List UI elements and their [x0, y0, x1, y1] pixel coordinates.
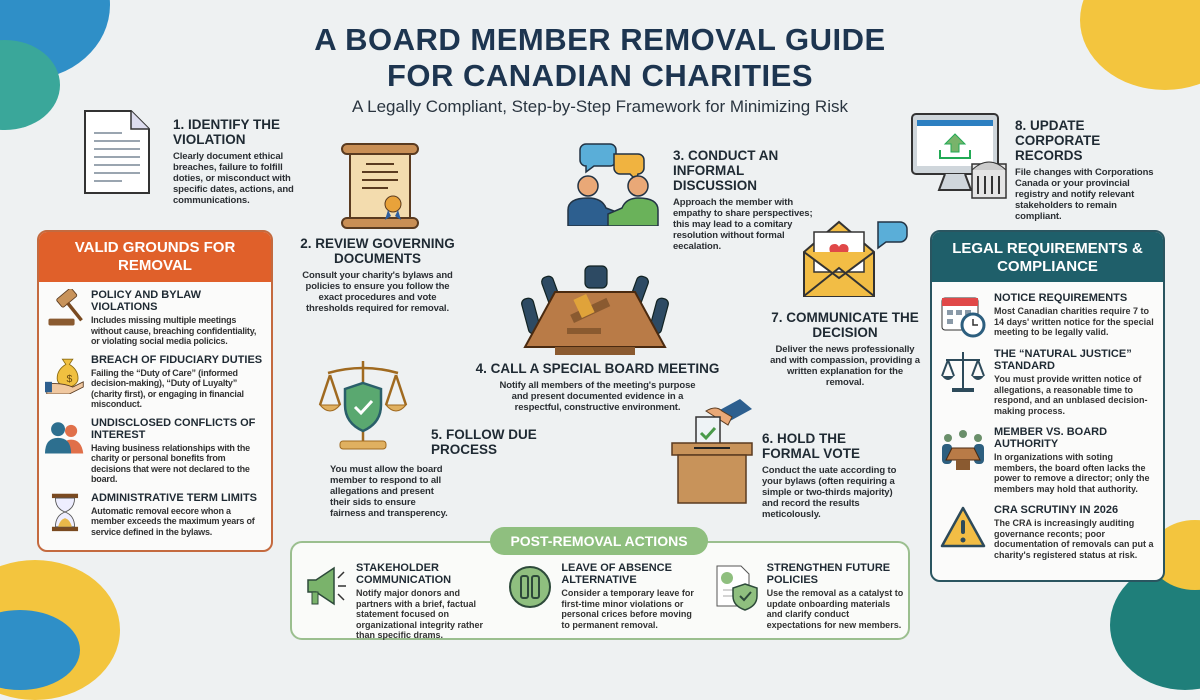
- list-item: [932, 292, 1163, 338]
- people-conflict-icon: [45, 417, 85, 457]
- list-item: [39, 417, 271, 485]
- scales-icon: [940, 348, 986, 394]
- item-desc: Automatic removal eecore whon a member exceeds the maximum years of service defined in the bylaws.: [91, 505, 255, 537]
- pause-icon: [507, 562, 553, 612]
- step-desc: File changes with Corporations Canada or your provincial registry and notify relevant stakeholders to remain compliant.: [1015, 167, 1154, 222]
- megaphone-icon: [302, 562, 348, 612]
- item-desc: The CRA is increasingly auditing governance reconts; poor documentation of removals can put a charity's registered status at risk.: [994, 518, 1154, 560]
- scroll-icon: [338, 142, 422, 230]
- step-8: [1015, 118, 1165, 222]
- panel-header: VALID GROUNDS FOR REMOVAL: [39, 232, 271, 282]
- gavel-icon: [45, 289, 85, 329]
- step-title: 2. REVIEW GOVERNING DOCUMENTS: [300, 236, 455, 266]
- item-title: STRENGTHEN FUTURE POLICIES: [766, 562, 891, 586]
- item-desc: Most Canadian charities require 7 to 14 days' written notice for the special meeting to be legally valid.: [994, 306, 1154, 337]
- item-desc: Consider a temporary leave for first-time minor violations or personal crices before moving to permanent removal.: [561, 588, 694, 630]
- title-line: A BOARD MEMBER REMOVAL GUIDE: [314, 22, 886, 57]
- panel-header: LEGAL REQUIREMENTS & COMPLIANCE: [932, 232, 1163, 282]
- step-desc: You must allow the board member to respond to all allegations and present their sids to ensure fairness and transperency.: [330, 464, 448, 519]
- item-title: CRA SCRUTINY IN 2026: [994, 504, 1119, 516]
- item-title: BREACH OF FIDUCIARY DUTIES: [91, 353, 263, 366]
- item-desc: In organizations with soting members, the board often lacks the power to remove a director; only the members may hold that authority.: [994, 452, 1150, 494]
- computer-upload-icon: [910, 112, 1010, 200]
- item-title: ADMINISTRATIVE TERM LIMITS: [91, 491, 258, 504]
- item-title: UNDISCLOSED CONFLICTS OF INTEREST: [91, 416, 256, 441]
- legal-requirements-panel: [930, 230, 1165, 582]
- list-item: [932, 426, 1163, 494]
- step-desc: Notify all members of the meeting's purpose and present documented evidence in a respectful, constructive environment.: [499, 380, 696, 413]
- step-title: 4. CALL A SPECIAL BOARD MEETING: [475, 361, 720, 376]
- item-desc: Having business relationships with the charity or personal bonefits from decisions that were not declared to the board.: [91, 442, 250, 484]
- step-desc: Deliver the news professionally and with compassion, providing a written explanation for the removal.: [770, 344, 920, 388]
- step-5: [330, 460, 450, 519]
- step-title: 5. FOLLOW DUE PROCESS: [431, 427, 537, 457]
- hourglass-icon: [45, 492, 85, 532]
- step-5-title-wrap: [431, 427, 541, 457]
- item-title: LEAVE OF ABSENCE ALTERNATIVE: [561, 562, 672, 586]
- panel-header: POST-REMOVAL ACTIONS: [490, 527, 708, 555]
- step-title: 7. COMMUNICATE THE DECISION: [771, 310, 919, 340]
- calendar-clock-icon: [940, 292, 986, 338]
- item-title: STAKEHOLDER COMMUNICATION: [356, 562, 452, 586]
- item-title: POLICY AND BYLAW VIOLATIONS: [91, 289, 202, 313]
- item-desc: You must provide written notice of allegations, a reasonable time to respond, and an unblased decision-making process.: [994, 374, 1148, 416]
- policy-shield-icon: [713, 562, 759, 612]
- list-item: [932, 504, 1163, 560]
- meeting-icon: [940, 426, 986, 472]
- step-desc: Clearly document ethical breaches, failure to folfill doties, or misconduct with specific dates, actions, and communications.: [173, 151, 294, 206]
- boardroom-icon: [515, 262, 675, 357]
- step-6: [762, 431, 902, 520]
- valid-grounds-panel: [37, 230, 273, 552]
- list-item: [39, 492, 271, 538]
- item-title: NOTICE REQUIREMENTS: [994, 292, 1128, 304]
- step-title: 6. HOLD THE FORMAL VOTE: [762, 431, 861, 461]
- step-7: [770, 310, 920, 388]
- scales-shield-icon: [318, 355, 408, 453]
- item-title: MEMBER VS. BOARD AUTHORITY: [994, 426, 1108, 450]
- document-icon: [82, 108, 152, 196]
- list-item: [932, 348, 1163, 416]
- money-hand-icon: [45, 354, 85, 394]
- step-title: 3. CONDUCT AN INFORMAL DISCUSSION: [673, 148, 779, 193]
- step-desc: Approach the member with empathy to share perspectives; this may lead to a comitary resolution without formal eecalation.: [673, 197, 813, 252]
- envelope-heart-icon: [800, 218, 910, 300]
- title-line: FOR CANADIAN CHARITIES: [386, 58, 814, 93]
- warning-icon: [940, 504, 986, 550]
- post-removal-items: [298, 562, 908, 641]
- handshake-icon: [560, 138, 665, 226]
- list-item: [298, 562, 497, 641]
- item-desc: Use the removal as a catalyst to update onboarding materials and clarify conduct expectations for new members.: [766, 588, 904, 630]
- svg-text:$: $: [66, 373, 73, 385]
- step-1: [173, 117, 298, 206]
- step-desc: Conduct the uate according to your bylaws (often requiring a simple or two-thirds majority) and record the results meticolously.: [762, 465, 897, 520]
- subtitle: A Legally Compliant, Step-by-Step Framework for Minimizing Risk: [351, 97, 848, 116]
- list-item: [39, 354, 271, 410]
- item-desc: Includes missing multiple meetings without cause, breaching confidentiality, or violating social media policics.: [91, 315, 257, 346]
- page-title: [0, 22, 1200, 94]
- step-2: [295, 236, 460, 314]
- ballot-box-icon: [668, 395, 758, 507]
- item-desc: Failing the “Duty of Care” (informed decision-making), “Duty of Luyalty” (charity first), or engaging in financial misconduct.: [91, 367, 244, 409]
- list-item: [709, 562, 908, 641]
- step-desc: Consult your charity's bylaws and policies to ensure you follow the exact procedures and vote thresholds required for removal.: [302, 270, 453, 314]
- list-item: [503, 562, 702, 641]
- item-title: THE “NATURAL JUSTICE” STANDARD: [994, 348, 1132, 372]
- item-desc: Notify major donors and partners with a brief, factual statement focused on organizational integrity rather than specific drams.: [356, 588, 484, 640]
- step-title: 1. IDENTIFY THE VIOLATION: [173, 117, 281, 147]
- step-title: 8. UPDATE CORPORATE RECORDS: [1015, 118, 1101, 163]
- list-item: [39, 289, 271, 347]
